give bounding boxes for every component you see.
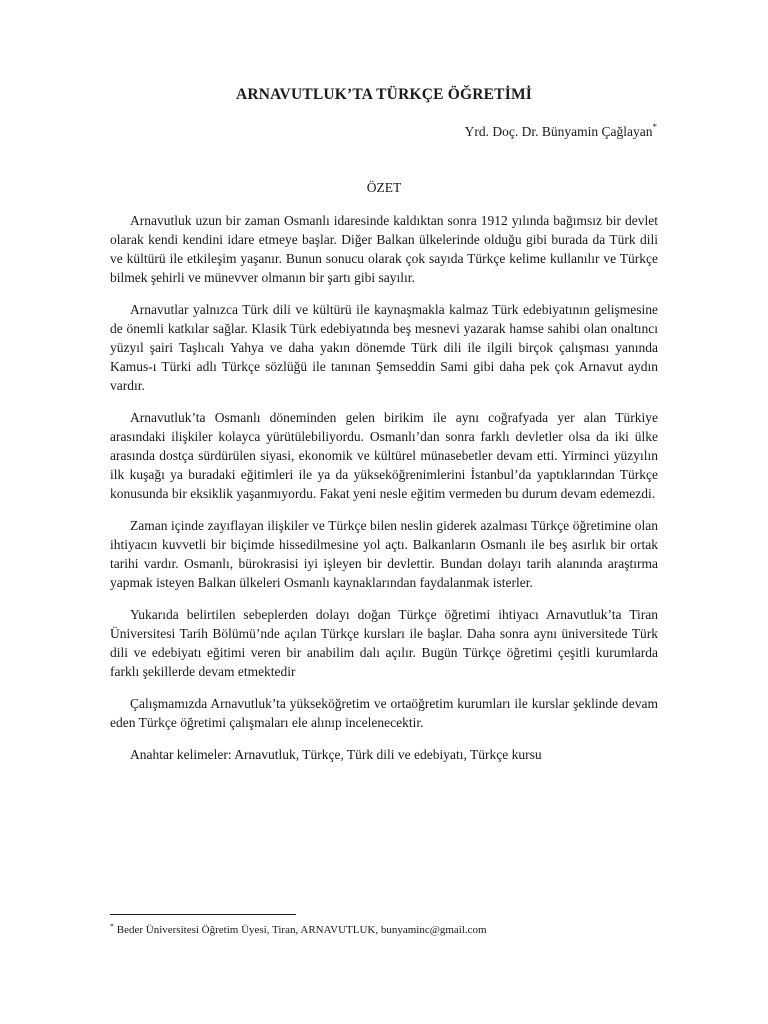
abstract-paragraph: Zaman içinde zayıflayan ilişkiler ve Türkçe bilen neslin giderek azalması Türkçe öğretimine olan ihtiyacın kuvvetli bir biçimde hissedilmesine yol açtı. Balkanların Osmanlı ile beş asırlık bir ortak tarihi vardır. Osmanlı, bürokrasisi iyi işleyen bir devlettir. Bundan dolayı tarih alanında araştırma yapmak isteyen Balkan ülkeleri Osmanlı kaynaklarından faydalanmak isterler.: [110, 518, 658, 590]
footnote: [110, 922, 487, 936]
abstract-paragraph: Arnavutlar yalnızca Türk dili ve kültürü ile kaynaşmakla kalmaz Türk edebiyatının gelişmesine de önemli katkılar sağlar. Klasik Türk edebiyatında beş mesnevi yazarak hamse sahibi olan onaltıncı yüzyıl şairi Taşlıcalı Yahya ve daha yakın dönemde Türk dili ile ilgili birçok çalışması yanında Kamus-ı Türki adlı Türkçe sözlüğü ile tanınan Şemseddin Sami gibi daha pek çok Arnavut aydın vardır.: [110, 302, 658, 393]
footnote-divider: [110, 914, 296, 915]
abstract-paragraph: Arnavutluk’ta Osmanlı döneminden gelen birikim ile aynı coğrafyada yer alan Türkiye arasındaki ilişkiler kolayca yürütülebiliyordu. Osmanlı’dan sonra farklı devletler olsa da iki ülke arasında dostça sürdürülen siyasi, ekonomik ve kültürel münasebetler devam etti. Yirminci yüzyılın ilk kuşağı ya buradaki eğitimleri ile ya da yükseköğrenimlerini İstanbul’da yaptıklarından Türkçe konusunda bir eksiklik yaşanmıyordu. Fakat yeni nesle eğitim vermeden bu durum devam edemezdi.: [110, 410, 658, 501]
abstract-paragraph: Arnavutluk uzun bir zaman Osmanlı idaresinde kaldıktan sonra 1912 yılında bağımsız bir devlet olarak kendi kendini idare etmeye başlar. Diğer Balkan ülkelerinde olduğu gibi burada da Türk dili ve kültürü ile etkileşim yaşanır. Bunun sonucu olarak çok sayıda Türkçe kelime kullanılır ve Türkçe bilmek şehirli ve münevver olmanın bir şartı gibi sayılır.: [110, 213, 658, 285]
abstract-heading: ÖZET: [366, 180, 402, 195]
author-line: [465, 122, 657, 140]
footnote-marker: *: [110, 922, 114, 931]
author-footnote-marker: *: [652, 122, 657, 132]
abstract-paragraph: Yukarıda belirtilen sebeplerden dolayı doğan Türkçe öğretimi ihtiyacı Arnavutluk’ta Tiran Üniversitesi Tarih Bölümü’nde açılan Türkçe kursları ile başlar. Daha sonra aynı üniversitede Türk dili ve edebiyatı eğitimi veren bir anabilim dalı açılır. Bugün Türkçe öğretimi çeşitli kurumlarda farklı şekillerde devam etmektedir: [110, 607, 658, 679]
abstract-paragraph: Çalışmamızda Arnavutluk’ta yükseköğretim ve ortaöğretim kurumları ile kurslar şeklinde devam eden Türkçe öğretimi çalışmaları ele alınıp incelenecektir.: [110, 696, 658, 730]
page-title: ARNAVUTLUK’TA TÜRKÇE ÖĞRETİMİ: [235, 86, 533, 103]
footnote-text: Beder Üniversitesi Öğretim Üyesi, Tiran, ARNAVUTLUK, bunyaminc@gmail.com: [116, 924, 487, 936]
keywords-line: Anahtar kelimeler: Arnavutluk, Türkçe, Türk dili ve edebiyatı, Türkçe kursu: [130, 747, 542, 762]
author-name: Yrd. Doç. Dr. Bünyamin Çağlayan: [464, 124, 653, 139]
abstract-body: [110, 211, 658, 764]
